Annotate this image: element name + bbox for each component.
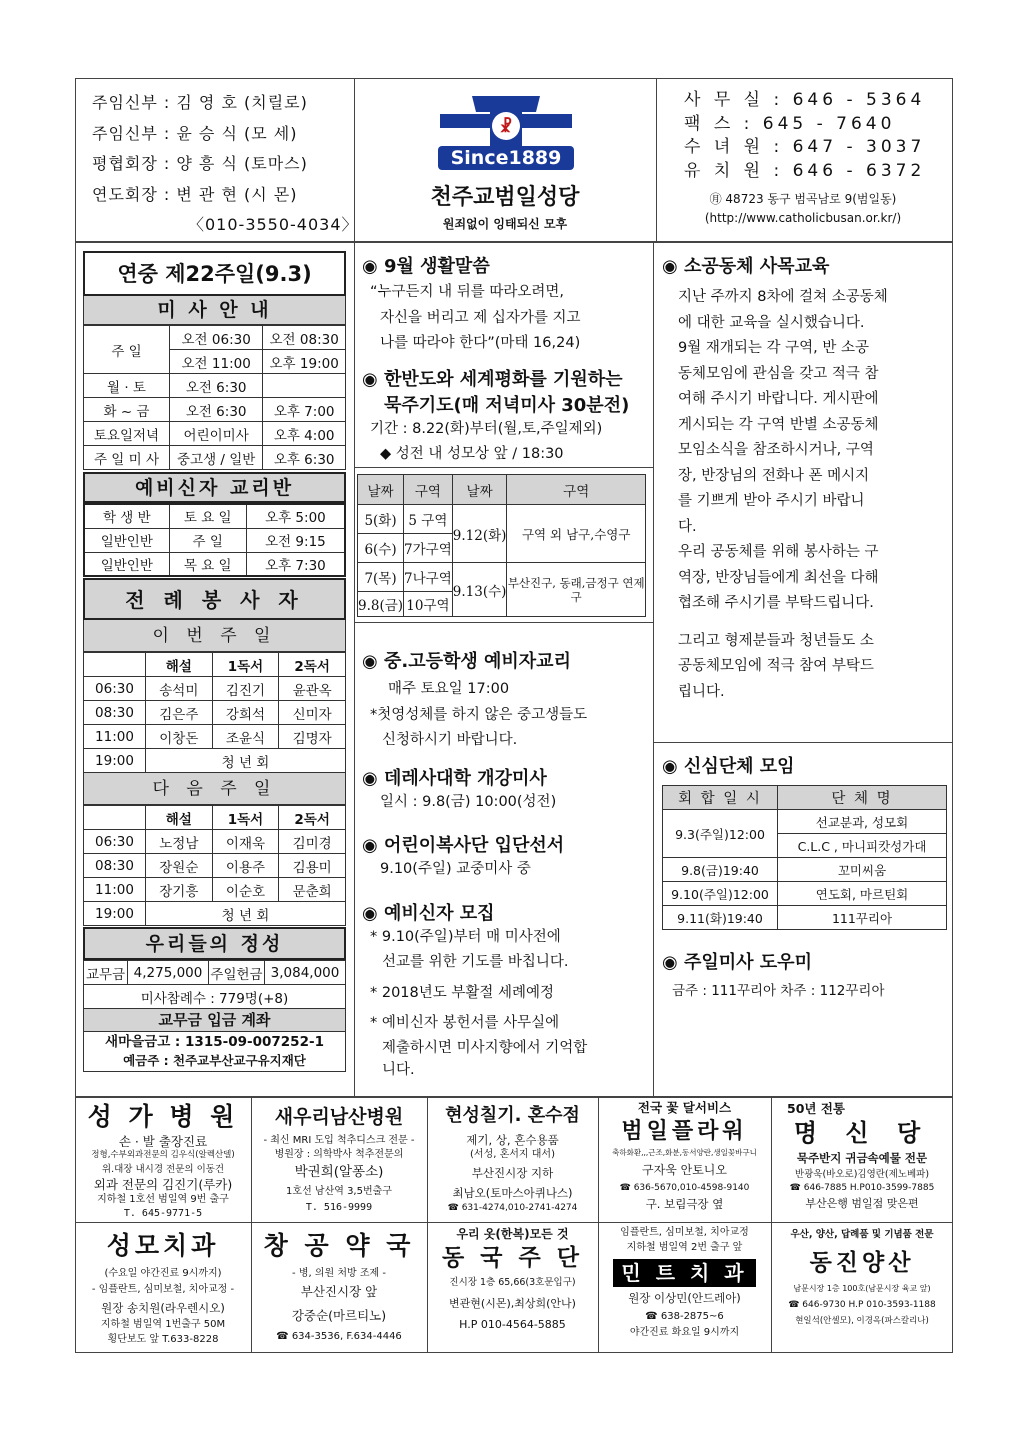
- name-cell: 신미자: [279, 701, 346, 725]
- ad-title: 성 가 병 원: [87, 1102, 239, 1131]
- edu-line: 를 기쁘게 받아 주시기 바랍니: [678, 493, 865, 509]
- peace-title-1: ◉ 한반도와 세계평화를 기원하는: [362, 368, 623, 390]
- edu-line: 장, 반장님의 전화나 폰 메시지: [678, 467, 870, 484]
- time-cell: 06:30: [84, 677, 146, 701]
- contact-office: 사 무 실 : 646 - 5364: [684, 90, 926, 110]
- ad-line: 야간진료 화요일 9시까지: [629, 1327, 740, 1338]
- ad-line: 우산, 양산, 답례품 및 기념품 전문: [790, 1229, 934, 1240]
- catechumen-title: 예비신자 교리반: [83, 472, 346, 503]
- ad-saeuri-hospital: [253, 1100, 425, 1220]
- church-logo: [432, 92, 580, 172]
- header-cell: 날짜: [452, 475, 507, 505]
- edu-line: 9월 재개되는 각 구역, 반 소공: [678, 340, 869, 356]
- ad-sungmo-dental: [77, 1225, 249, 1351]
- ad-line: 진시장 1층 65,66(3호문입구): [449, 1277, 576, 1288]
- offering-label: 주일헌금: [209, 961, 265, 985]
- edu-title: ◉ 소공동체 사목교육: [662, 256, 830, 277]
- ad-myungsin: [773, 1100, 951, 1220]
- staff-phone: 〈010-3550-4034〉: [188, 215, 359, 234]
- mass-table: [83, 325, 346, 470]
- date-cell: 5(화): [358, 505, 404, 534]
- helper-text: 금주 : 111꾸리아 차주 : 112꾸리아: [672, 983, 885, 999]
- edu-line: 게시되는 각 구역 반별 소공동체: [678, 416, 879, 433]
- mass-cell: 중고생 / 일반: [170, 446, 263, 470]
- right-column: [662, 252, 947, 705]
- time-cell: 19:00: [84, 902, 146, 926]
- ad-line: ☎ 634-3536, F.634-4446: [276, 1330, 402, 1342]
- mass-row-label: 토요일저녁: [84, 422, 170, 446]
- ad-title: 명 신 당: [793, 1118, 931, 1147]
- class-cell: 오전 9:15: [246, 528, 345, 552]
- word-line: 자신을 버리고 제 십자가를 지고: [380, 309, 581, 326]
- ad-line: 부산진시장 앞: [300, 1283, 378, 1299]
- name-cell: 김진기: [212, 677, 279, 701]
- group-cell: 청 년 회: [146, 749, 346, 773]
- ad-dongguk: [429, 1225, 596, 1351]
- mass-title: 미 사 안 내: [83, 296, 346, 325]
- edu-line: 동체모임에 관심을 갖고 적극 참: [678, 365, 879, 382]
- offering-value: 3,084,000: [265, 961, 346, 985]
- edu-line: 모임소식을 참조하시거나, 구역: [678, 442, 874, 458]
- area-cell: 5 구역: [404, 505, 453, 534]
- date-cell: 9.10(주일)12:00: [663, 882, 778, 906]
- class-cell: 오후 5:00: [246, 504, 345, 528]
- name-cell: 김명자: [279, 725, 346, 749]
- offering-title: 우리들의 정성: [83, 927, 346, 960]
- edu-line: 지난 주까지 8차에 걸쳐 소공동체: [678, 289, 888, 305]
- ad-line: 원장 송치원(라우렌시오): [101, 1300, 225, 1315]
- group-name-cell: C.L.C , 마니피캇성가대: [778, 834, 947, 858]
- class-cell: 오후 7:30: [246, 552, 345, 576]
- group-table: [662, 785, 947, 930]
- word-line: 나를 따라야 한다”(마태 16,24): [380, 335, 581, 351]
- mass-row-label: 화 ~ 금: [84, 398, 170, 422]
- ad-line: 부산은행 범일점 맞은편: [805, 1197, 919, 1210]
- header-cell: 2독서: [279, 653, 346, 677]
- header-cell: 단 체 명: [778, 786, 947, 810]
- header-cell: 구역: [507, 475, 646, 505]
- svg-text:☧: ☧: [499, 117, 513, 136]
- ad-line: 반광욱(바오로)김영란(제노베파): [794, 1169, 930, 1180]
- header-cell: 1독서: [212, 653, 279, 677]
- recruit-line: 제출하시면 미사지향에서 기억합: [382, 1039, 588, 1056]
- recruit-title: ◉ 예비신자 모집: [362, 902, 495, 924]
- time-cell: 06:30: [84, 830, 146, 854]
- account-number: 새마을금고 : 1315-09-007252-1: [105, 1034, 324, 1050]
- time-cell: 08:30: [84, 701, 146, 725]
- this-week-title: 이 번 주 일: [83, 620, 346, 652]
- ad-line: 제기, 상, 혼수용품: [466, 1133, 559, 1147]
- youth-note-2: 신청하시기 바랍니다.: [382, 732, 518, 748]
- logo-since: Since1889: [450, 147, 562, 169]
- date-cell: 9.12(화): [452, 505, 507, 563]
- ad-line: 손 · 발 출장진료: [118, 1134, 208, 1149]
- edu-line: 그리고 형제분들과 청년들도 소: [678, 632, 874, 649]
- staff-council: 평협회장 : 양 흥 식 (토마스): [92, 154, 308, 173]
- edu-line: 에 대한 교육을 실시했습니다.: [678, 314, 865, 331]
- offering-label: 교무금: [84, 961, 128, 985]
- ad-line: ☎ 646-7885 H.P010-3599-7885: [789, 1182, 935, 1193]
- mass-cell: 오후 7:00: [263, 398, 346, 422]
- ad-line: - 임플란트, 심미보철, 치아교정 -: [91, 1283, 235, 1295]
- group-name-cell: 111꾸리아: [778, 906, 947, 930]
- staff-list: [92, 88, 359, 241]
- name-cell: 장기흥: [146, 878, 213, 902]
- mass-cell: 오후 6:30: [263, 446, 346, 470]
- header-cell: 날짜: [358, 475, 404, 505]
- contact-kindergarten: 유 치 원 : 646 - 6372: [684, 160, 926, 181]
- header-cell: 해설: [146, 806, 213, 830]
- area-cell: 구역 외 남구,수영구: [507, 505, 646, 563]
- recruit-line: * 9.10(주일)부터 매 미사전에: [370, 928, 561, 945]
- ad-title: 창 공 약 국: [263, 1231, 415, 1260]
- ad-line: 정형,수부외과전문의 김우식(알렉산델): [91, 1150, 235, 1160]
- name-cell: 문춘희: [279, 878, 346, 902]
- edu-text: [662, 285, 947, 705]
- mass-cell: 오후 4:00: [263, 422, 346, 446]
- church-name: 천주교범일성당: [430, 184, 580, 210]
- ad-line: 최남오(토마스아퀴나스): [452, 1185, 573, 1200]
- catechumen-table: [83, 503, 346, 577]
- name-cell: 장원순: [146, 854, 213, 878]
- edu-line: 우리 공동체를 위해 봉사하는 구: [678, 544, 879, 560]
- edu-line: 립니다.: [678, 683, 725, 700]
- account-box: [83, 1032, 346, 1072]
- staff-pastor: 주임신부 : 김 영 호 (치릴로): [92, 93, 308, 112]
- ad-line: T. 645-9771-5: [123, 1207, 203, 1219]
- class-cell: 토 요 일: [169, 504, 246, 528]
- ad-line: 강중순(마르티노): [291, 1307, 387, 1323]
- date-cell: 9.11(화)19:40: [663, 906, 778, 930]
- mass-cell: 오전 06:30: [170, 326, 263, 350]
- left-column: [83, 251, 346, 1072]
- date-cell: 9.3(주일)12:00: [663, 810, 778, 858]
- ad-changgong-pharmacy: [253, 1225, 425, 1351]
- schedule-table: [357, 474, 646, 617]
- church-motto: 원죄없이 잉태되신 모후: [442, 217, 568, 231]
- group-name-cell: 선교분과, 성모회: [778, 810, 947, 834]
- contact-list: [684, 89, 925, 183]
- name-cell: 조윤식: [212, 725, 279, 749]
- area-cell: 7가구역: [404, 534, 453, 563]
- ad-line: 우리 옷(한복)모든 것: [456, 1227, 569, 1241]
- ad-line: 지하철 범일역 1번출구 50M: [100, 1318, 226, 1330]
- ad-title: 새우리남산병원: [274, 1106, 404, 1128]
- ad-line: 부산진시장 지하: [471, 1165, 554, 1180]
- middle-column: [362, 252, 647, 468]
- mass-cell: 오전 11:00: [170, 350, 263, 374]
- peace-place: ◆ 성전 내 성모상 앞 / 18:30: [380, 446, 564, 462]
- this-week-table: [83, 652, 346, 773]
- ad-line: - 최신 MRI 도입 척추디스크 전문 -: [263, 1135, 415, 1146]
- address: ㊊ 48723 동구 범곡남로 9(범일동): [709, 192, 897, 206]
- name-cell: 윤관옥: [279, 677, 346, 701]
- group-cell: 청 년 회: [146, 902, 346, 926]
- ad-line: 묵주반지 귀금속예물 전문: [796, 1151, 928, 1165]
- youth-note-1: *첫영성체를 하지 않은 중고생들도: [370, 706, 588, 723]
- account-title: 교무금 입금 계좌: [83, 1009, 346, 1032]
- ad-line: 변관현(시몬),최상희(안나): [449, 1297, 576, 1310]
- ad-line: 구자욱 안토니오: [642, 1162, 727, 1177]
- header-cell: 2독서: [279, 806, 346, 830]
- ad-line: 구. 보림극장 옆: [645, 1196, 724, 1211]
- peace-period: 기간 : 8.22(화)부터(월,토,주일제외): [370, 420, 603, 437]
- ad-line: ☎ 636-5670,010-4598-9140: [619, 1182, 750, 1193]
- mass-row-label: 주 일 미 사: [84, 446, 170, 470]
- website: (http://www.catholicbusan.or.kr/): [704, 211, 902, 225]
- sunday-title: 연중 제22주일(9.3): [83, 251, 346, 296]
- teresa-date: 일시 : 9.8(금) 10:00(성전): [380, 793, 557, 810]
- ad-line: 지하철 범일역 2번 출구 앞: [626, 1242, 743, 1253]
- mass-row-label: 월 · 토: [84, 374, 170, 398]
- edu-line: 역장, 반장님들에게 최선을 다해: [678, 569, 879, 586]
- ad-line: (수요일 야간진료 9시까지): [104, 1268, 222, 1279]
- helper-title: ◉ 주일미사 도우미: [662, 952, 812, 973]
- ad-line: 50년 전통: [787, 1101, 845, 1116]
- ad-line: 횡단보도 앞 T.633-8228: [107, 1333, 219, 1345]
- ad-line: 병원장 : 의학박사 척추전문의: [274, 1148, 404, 1160]
- middle-lower: [362, 647, 647, 1081]
- ad-title: 현성칠기. 혼수점: [445, 1105, 580, 1126]
- liturgy-title: 전 례 봉 사 자: [83, 578, 346, 620]
- teresa-title: ◉ 데레사대학 개강미사: [362, 767, 547, 789]
- area-cell: 부산진구, 동래,금정구 연제구: [507, 563, 646, 617]
- altar-date: 9.10(주일) 교중미사 중: [380, 861, 531, 877]
- ad-title: 동 국 주 단: [442, 1244, 583, 1271]
- peace-title-2: 묵주기도(매 저녁미사 30분전): [384, 394, 630, 416]
- edu-line: 여해 주시기 바랍니다. 게시판에: [678, 391, 879, 407]
- group-section: [662, 752, 947, 999]
- ad-title: 동진양산: [809, 1249, 915, 1276]
- altar-title: ◉ 어린이복사단 입단선서: [362, 835, 565, 856]
- time-cell: 11:00: [84, 878, 146, 902]
- ad-line: 외과 전문의 김진기(루카): [93, 1177, 233, 1192]
- ad-line: ☎ 638-2875~6: [645, 1311, 724, 1322]
- edu-line: 협조해 주시기를 부탁드립니다.: [678, 595, 874, 611]
- word-title: ◉ 9월 생활말씀: [362, 256, 490, 277]
- word-line: “누구든지 내 뒤를 따라오려면,: [370, 284, 565, 300]
- mass-cell: 오전 08:30: [263, 326, 346, 350]
- name-cell: 강희석: [212, 701, 279, 725]
- header-cell: 회 합 일 시: [663, 786, 778, 810]
- class-cell: 학 생 반: [84, 504, 169, 528]
- mass-cell: 오전 6:30: [170, 398, 263, 422]
- name-cell: 김미경: [279, 830, 346, 854]
- word-text: [362, 280, 647, 357]
- ad-line: 현일석(안셀모), 이경옥(파스칼리나): [795, 1316, 929, 1326]
- ad-line: (서성, 혼서지 대서): [470, 1149, 555, 1160]
- recruit-line: 니다.: [382, 1061, 415, 1078]
- ad-line: ☎ 646-9730 H.P 010-3593-1188: [788, 1300, 936, 1310]
- next-week-table: [83, 805, 346, 926]
- ad-line: T. 516-9999: [305, 1202, 373, 1213]
- ad-line: 1호선 남산역 3,5번출구: [286, 1186, 392, 1197]
- name-cell: 이용주: [212, 854, 279, 878]
- name-cell: 송석미: [146, 677, 213, 701]
- recruit-line: * 2018년도 부활절 세례예정: [370, 984, 555, 1001]
- blank-cell: [84, 806, 146, 830]
- class-cell: 일반인반: [84, 528, 169, 552]
- ad-title: 범일플라워: [621, 1118, 748, 1144]
- blank-cell: [84, 653, 146, 677]
- name-cell: 김은주: [146, 701, 213, 725]
- group-name-cell: 연도회, 마르틴회: [778, 882, 947, 906]
- ad-title: 성모치과: [106, 1231, 220, 1260]
- next-week-title: 다 음 주 일: [83, 773, 346, 805]
- time-cell: 19:00: [84, 749, 146, 773]
- youth-title: ◉ 중.고등학생 예비자교리: [362, 651, 571, 672]
- name-cell: 노정남: [146, 830, 213, 854]
- name-cell: 이재욱: [212, 830, 279, 854]
- ad-sungga-hospital: [77, 1100, 249, 1220]
- header-cell: 해설: [146, 653, 213, 677]
- offering-table: [83, 960, 346, 1009]
- date-cell: 9.8(금): [358, 592, 404, 617]
- youth-time: 매주 토요일 17:00: [388, 681, 510, 697]
- ad-line: 지하철 1호선 범일역 9번 출구: [97, 1194, 229, 1205]
- header-cell: 1독서: [212, 806, 279, 830]
- class-cell: 일반인반: [84, 552, 169, 576]
- name-cell: 김용미: [279, 854, 346, 878]
- attendance-cell: 미사참례수 : 779명(+8): [84, 985, 346, 1009]
- mass-sunday-label: 주 일: [84, 326, 170, 374]
- mass-cell: 오전 6:30: [170, 374, 263, 398]
- header-cell: 구역: [404, 475, 453, 505]
- area-cell: 10구역: [404, 592, 453, 617]
- mass-cell: [263, 374, 346, 398]
- time-cell: 08:30: [84, 854, 146, 878]
- area-cell: 7나구역: [404, 563, 453, 592]
- time-cell: 11:00: [84, 725, 146, 749]
- group-name-cell: 꼬미씨움: [778, 858, 947, 882]
- ad-line: 남문시장 1층 100호(남문시장 육교 앞): [793, 1284, 931, 1293]
- ad-line: - 병, 의원 처방 조제 -: [292, 1268, 386, 1279]
- account-holder: 예금주 : 천주교부산교구유지재단: [123, 1053, 306, 1068]
- name-cell: 이순호: [212, 878, 279, 902]
- ad-beomil-flower: [600, 1100, 769, 1220]
- class-cell: 목 요 일: [169, 552, 246, 576]
- ad-line: ☎ 631-4274,010-2741-4274: [447, 1202, 578, 1213]
- class-cell: 주 일: [169, 528, 246, 552]
- ad-line: 임플란트, 심미보철, 치아교정: [620, 1227, 749, 1238]
- ad-dongjin: [773, 1225, 951, 1351]
- group-title: ◉ 신심단체 모임: [662, 756, 795, 777]
- staff-yeondo: 연도회장 : 변 관 현 (시 몬): [92, 184, 298, 204]
- date-cell: 7(목): [358, 563, 404, 592]
- ad-hyunsung: [429, 1100, 596, 1220]
- ad-mint-dental: [600, 1225, 769, 1351]
- ad-line: 박권희(알퐁소): [294, 1164, 384, 1180]
- staff-assistant: 주임신부 : 윤 승 식 (모 세): [92, 123, 298, 143]
- ad-line: 원장 이상민(안드레아): [628, 1291, 741, 1305]
- recruit-line: 선교를 위한 기도를 바칩니다.: [382, 954, 569, 970]
- mass-cell: 어린이미사: [170, 422, 263, 446]
- ad-line: H.P 010-4564-5885: [459, 1318, 566, 1331]
- mass-cell: 오후 19:00: [263, 350, 346, 374]
- ad-title: 민 트 치 과: [613, 1259, 755, 1287]
- ad-line: 축하화환,,,근조,화분,동서양란,생일꽃바구니: [612, 1148, 757, 1157]
- edu-line: 공동체모임에 적극 참여 부탁드: [678, 658, 874, 674]
- ad-line: 전국 꽃 달서비스: [637, 1100, 732, 1115]
- ad-line: 위.대장 내시경 전문의 이동건: [101, 1163, 225, 1175]
- date-cell: 9.13(수): [452, 563, 507, 617]
- date-cell: 6(수): [358, 534, 404, 563]
- offering-value: 4,275,000: [128, 961, 209, 985]
- edu-line: 다.: [678, 518, 697, 535]
- date-cell: 9.8(금)19:40: [663, 858, 778, 882]
- name-cell: 이창돈: [146, 725, 213, 749]
- rosary-schedule: [357, 474, 646, 617]
- contact-convent: 수 녀 원 : 647 - 3037: [684, 137, 926, 157]
- recruit-text: [362, 925, 647, 1081]
- recruit-line: * 예비신자 봉헌서를 사무실에: [370, 1015, 560, 1031]
- contact-fax: 팩 스 : 645 - 7640: [684, 113, 896, 134]
